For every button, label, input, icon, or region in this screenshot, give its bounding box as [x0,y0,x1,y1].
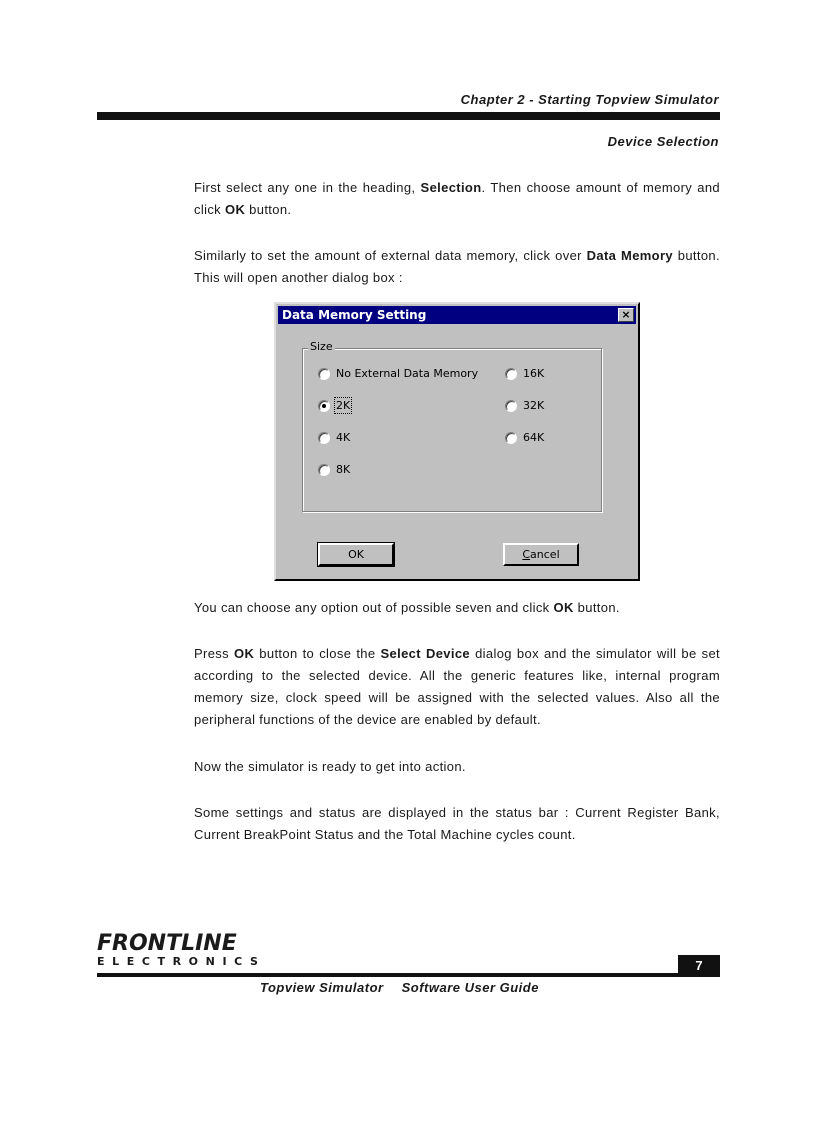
radio-circle-icon [318,368,330,380]
data-memory-dialog [274,302,640,581]
ok-button[interactable]: OK [318,543,394,566]
header-rule [97,112,720,120]
paragraph-5: Now the simulator is ready to get into action. [194,759,466,774]
radio-4k[interactable]: 4K [318,431,350,444]
footer-guide: Software User Guide [401,980,539,995]
cancel-button[interactable]: Cancel [503,543,579,566]
footer-rule [97,973,720,977]
paragraph-1: First select any one in the heading, Selection. Then choose amount of memory and click OK button. [194,180,720,217]
radio-2k[interactable]: 2K [318,399,350,412]
radio-selected-icon [318,400,330,412]
footer-title [260,980,539,995]
logo-subtitle: ELECTRONICS [97,955,266,968]
radio-circle-icon [505,432,517,444]
section-heading: Device Selection [607,134,719,149]
logo-brand: FRONTLINE [97,931,237,956]
radio-no-external[interactable]: No External Data Memory [318,367,478,380]
footer-product: Topview Simulator [260,980,384,995]
radio-circle-icon [318,464,330,476]
radio-16k[interactable]: 16K [505,367,544,380]
paragraph-4: Press OK button to close the Select Device dialog box and the simulator will be set according to the selected device. All the generic features like, internal program memory size, clock speed will be assigned with the selected values. Also all the peripheral functions of the device are enabled by default. [194,646,720,727]
radio-8k[interactable]: 8K [318,463,350,476]
close-button[interactable]: × [618,308,634,322]
paragraph-6: Some settings and status are displayed in the status bar : Current Register Bank, Current BreakPoint Status and the Total Machine cycles count. [194,805,720,842]
radio-32k[interactable]: 32K [505,399,544,412]
chapter-heading: Chapter 2 - Starting Topview Simulator [460,92,719,107]
radio-circle-icon [318,432,330,444]
radio-circle-icon [505,400,517,412]
dialog-title: Data Memory Setting [282,308,427,322]
frontline-logo [97,932,266,968]
paragraph-2: Similarly to set the amount of external data memory, click over Data Memory button. This will open another dialog box : [194,248,720,285]
paragraph-3: You can choose any option out of possible seven and click OK button. [194,600,620,615]
radio-circle-icon [505,368,517,380]
dialog-titlebar [278,306,636,324]
size-group-label: Size [310,340,333,353]
radio-64k[interactable]: 64K [505,431,544,444]
page-number: 7 [678,955,720,977]
